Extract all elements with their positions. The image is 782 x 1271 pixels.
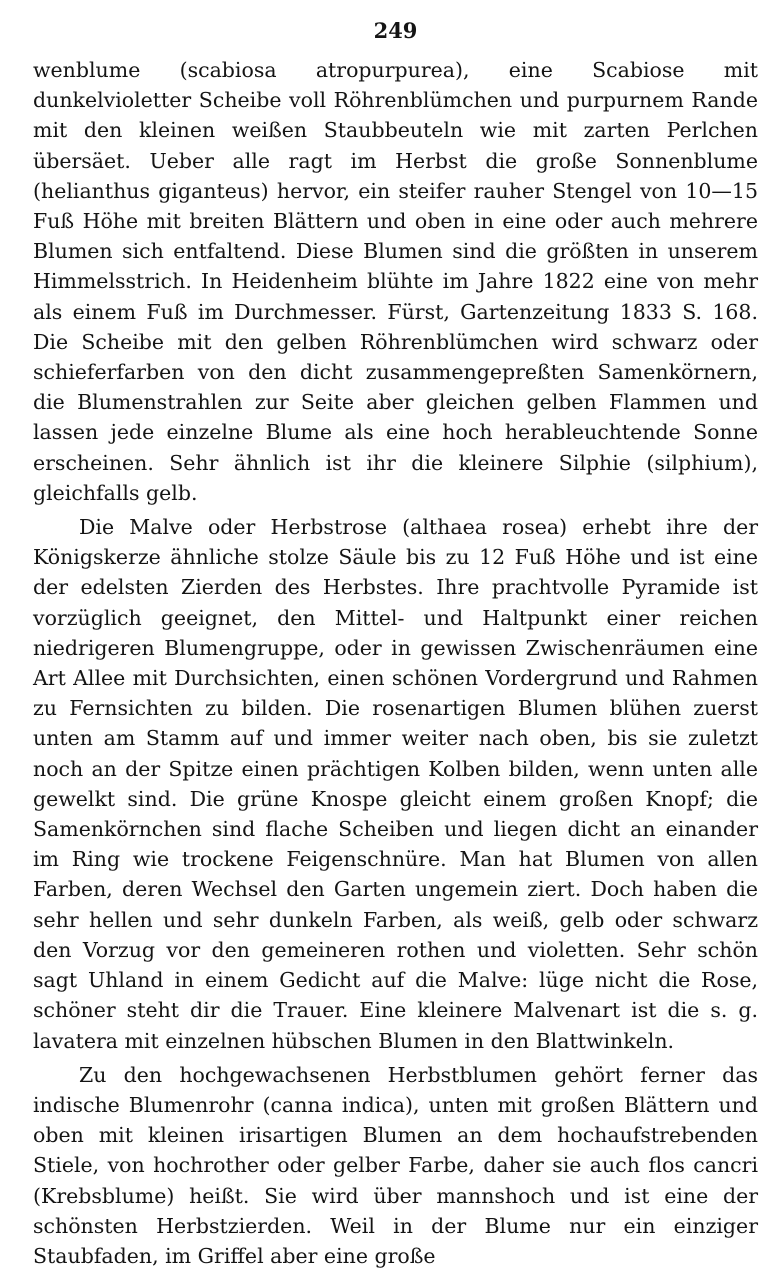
page-number: 249 [373, 18, 418, 43]
paragraph-canna: Zu den hochgewachsenen Herbstblumen gehört ferner das indische Blumenrohr (canna indica), unten mit großen Blättern und oben mit kleinen irisartigen Blumen an dem hochaufstrebenden Stiele, von hochrother oder gelber Farbe, daher sie auch flos cancri (Krebsblume) heißt. Sie wird über mannshoch und ist eine der schönsten Herbstzierden. Weil in der Blume nur ein einziger Staubfaden, im Griffel aber eine große [33, 1062, 758, 1268]
paragraph-mallow: Die Malve oder Herbstrose (althaea rosea) erhebt ihre der Königskerze ähnliche stolze Säule bis zu 12 Fuß Höhe und ist eine der edelsten Zierden des Herbstes. Ihre prachtvolle Pyramide ist vorzüglich geeignet, den Mittel- und Haltpunkt einer reichen niedrigeren Blumengruppe, oder in gewissen Zwischenräumen eine Art Allee mit Durchsichten, einen schönen Vordergrund und Rahmen zu Fernsichten zu bilden. Die rosenartigen Blumen blühen zuerst unten am Stamm auf und immer weiter nach oben, bis sie zuletzt noch an der Spitze einen prächtigen Kolben bilden, wenn unten alle gewelkt sind. Die grüne Knospe gleicht einem großen Knopf; die Samenkörnchen sind flache Scheiben und liegen dicht an einander im Ring wie trockene Feigenschnüre. Man hat Blumen von allen Farben, deren Wechsel den Garten ungemein ziert. Doch haben die sehr hellen und sehr dunkeln Farben, als weiß, gelb oder schwarz den Vorzug vor den gemeineren rothen und violetten. Sehr schön sagt Uhland in einem Gedicht auf die Malve: lüge nicht die Rose, schöner steht dir die Trauer. Eine kleinere Malvenart ist die s. g. lavatera mit einzelnen hübschen Blumen in den Blattwinkeln. [33, 515, 758, 1053]
body-text [33, 55, 758, 1271]
paragraph-sunflower: wenblume (scabiosa atropurpurea), eine Scabiose mit dunkelvioletter Scheibe voll Röhrenblümchen und purpurnem Rande mit den kleinen weißen Staubbeuteln wie mit zarten Perlchen übersäet. Ueber alle ragt im Herbst die große Sonnenblume (helianthus giganteus) hervor, ein steifer rauher Stengel von 10—15 Fuß Höhe mit breiten Blättern und oben in eine oder auch mehrere Blumen sich entfaltend. Diese Blumen sind die größten in unserem Himmelsstrich. In Heidenheim blühte im Jahre 1822 eine von mehr als einem Fuß im Durchmesser. Fürst, Gartenzeitung 1833 S. 168. Die Scheibe mit den gelben Röhrenblümchen wird schwarz oder schieferfarben von den dicht zusammengepreßten Samenkörnern, die Blumenstrahlen zur Seite aber gleichen gelben Flammen und lassen jede einzelne Blume als eine hoch herableuchtende Sonne erscheinen. Sehr ähnlich ist ihr die kleinere Silphie (silphium), gleichfalls gelb. [33, 58, 758, 505]
